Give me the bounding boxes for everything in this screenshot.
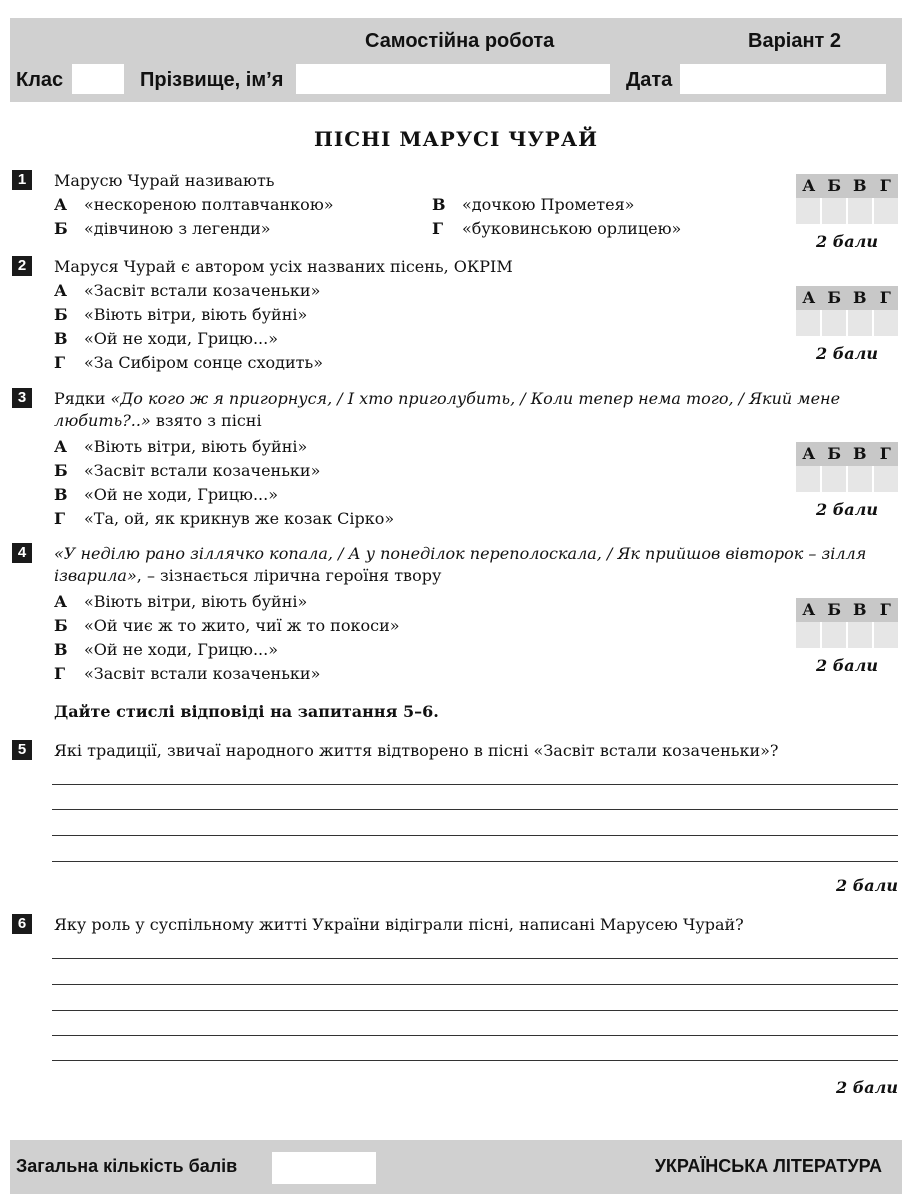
option-a: А «Віють вітри, віють буйні» bbox=[54, 437, 308, 456]
answer-line[interactable] bbox=[52, 1035, 898, 1036]
option-b: Б «дівчиною з легенди» bbox=[54, 219, 271, 238]
question-text: Марусю Чурай називають bbox=[54, 171, 275, 190]
question-number: 1 bbox=[12, 170, 32, 190]
question-6 bbox=[12, 914, 892, 938]
footer-band bbox=[10, 1140, 902, 1194]
section-instruction: Дайте стислі відповіді на запитання 5–6. bbox=[54, 702, 439, 721]
option-b: Б «Віють вітри, віють буйні» bbox=[54, 305, 308, 324]
question-number: 5 bbox=[12, 740, 32, 760]
answer-line[interactable] bbox=[52, 809, 898, 810]
answer-line[interactable] bbox=[52, 784, 898, 785]
variant-label: Варіант 2 bbox=[748, 30, 842, 52]
option-c: В «Ой не ходи, Грицю...» bbox=[54, 329, 278, 348]
option-d: Г «буковинською орлицею» bbox=[432, 219, 682, 238]
date-label: Дата bbox=[626, 69, 673, 91]
points-label: 2 бали bbox=[816, 500, 878, 519]
answer-line[interactable] bbox=[52, 1060, 898, 1061]
answer-line[interactable] bbox=[52, 1010, 898, 1011]
option-d: Г «Засвіт встали козаченьки» bbox=[54, 664, 321, 683]
option-d: Г «За Сибіром сонце сходить» bbox=[54, 353, 324, 372]
question-number: 3 bbox=[12, 388, 32, 408]
option-c: В «Ой не ходи, Грицю...» bbox=[54, 485, 278, 504]
option-b: Б «Засвіт встали козаченьки» bbox=[54, 461, 321, 480]
question-5 bbox=[12, 740, 892, 764]
header-band bbox=[10, 18, 902, 102]
question-text: «У неділю рано зіллячко копала, / А у понеділок переполоскала, / Як прийшов вівторок – зілля ізварила», – зізнається ліричнa героїня твору bbox=[54, 544, 867, 585]
question-1 bbox=[12, 170, 892, 240]
page-title: ПІСНІ МАРУСІ ЧУРАЙ bbox=[313, 127, 599, 151]
points-label: 2 бали bbox=[836, 876, 898, 895]
option-b: Б «Ой чиє ж то жито, чиї ж то покоси» bbox=[54, 616, 400, 635]
points-label: 2 бали bbox=[816, 656, 878, 675]
option-c: В «дочкою Прометея» bbox=[432, 195, 635, 214]
question-number: 4 bbox=[12, 543, 32, 563]
answer-grid-2[interactable]: А Б В Г 2 бали bbox=[796, 286, 898, 363]
answer-grid-3[interactable]: А Б В Г 2 бали bbox=[796, 442, 898, 519]
answer-line[interactable] bbox=[52, 861, 898, 862]
option-a: А «Засвіт встали козаченьки» bbox=[54, 281, 321, 300]
answer-line[interactable] bbox=[52, 984, 898, 985]
total-points-label: Загальна кількість балів bbox=[16, 1156, 238, 1176]
points-label: 2 бали bbox=[816, 232, 878, 251]
name-field[interactable] bbox=[296, 64, 610, 94]
answer-grid-1[interactable]: А Б В Г 2 бали bbox=[796, 174, 898, 251]
question-3 bbox=[12, 388, 892, 528]
option-a: А «Віють вітри, віють буйні» bbox=[54, 592, 308, 611]
answer-grid-4[interactable]: А Б В Г 2 бали bbox=[796, 598, 898, 675]
total-points-field[interactable] bbox=[272, 1152, 376, 1184]
question-text: Рядки «До кого ж я пригорнуся, / І хто приголубить, / Коли тепер нема того, / Який мене любить?..» взято з пісні bbox=[54, 389, 841, 430]
points-label: 2 бали bbox=[816, 344, 878, 363]
question-number: 2 bbox=[12, 256, 32, 276]
points-label: 2 бали bbox=[836, 1078, 898, 1097]
question-number: 6 bbox=[12, 914, 32, 934]
worksheet-title: Самостійна робота bbox=[365, 30, 555, 52]
option-a: А «нескореною полтавчанкою» bbox=[54, 195, 334, 214]
question-text: Які традиції, звичаї народного життя відтворено в пісні «Засвіт встали козаченьки»? bbox=[54, 741, 779, 760]
option-c: В «Ой не ходи, Грицю...» bbox=[54, 640, 278, 659]
class-field[interactable] bbox=[72, 64, 124, 94]
date-field[interactable] bbox=[680, 64, 886, 94]
question-4 bbox=[12, 543, 892, 683]
subject-label: УКРАЇНСЬКА ЛІТЕРАТУРА bbox=[654, 1156, 882, 1176]
class-label: Клас bbox=[16, 69, 64, 91]
question-text: Яку роль у суспільному житті України відіграли пісні, написані Марусею Чурай? bbox=[54, 915, 744, 934]
answer-line[interactable] bbox=[52, 958, 898, 959]
question-2 bbox=[12, 256, 892, 372]
answer-line[interactable] bbox=[52, 835, 898, 836]
name-label: Прізвище, ім’я bbox=[140, 69, 284, 91]
option-d: Г «Та, ой, як крикнув же козак Сірко» bbox=[54, 509, 395, 528]
question-text: Маруся Чурай є автором усіх названих пісень, ОКРІМ bbox=[54, 257, 513, 276]
